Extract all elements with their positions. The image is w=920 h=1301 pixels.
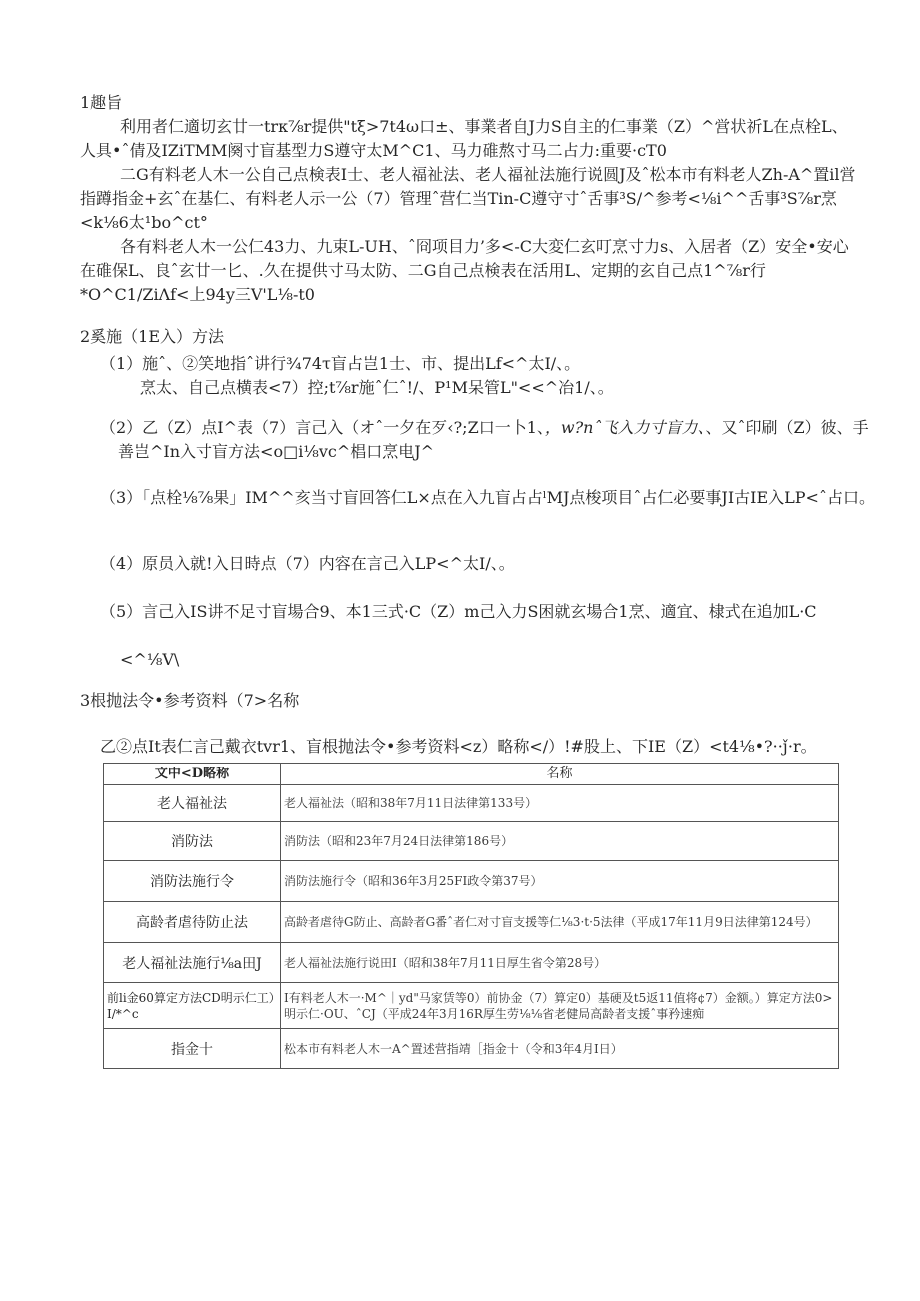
section-2-item-1-cont: 烹太、自己点横表<7）控;t⅞r施ˆ仁ˆ!/、P¹M呆管L"<<^冶1/、。 (140, 378, 614, 397)
section-2-item-2-text-c: 、又ˆ印刷（Z）彼、手善岂^In入寸盲方法<o□i⅛vc^椙口烹电J^ (118, 418, 869, 461)
section-3-intro: 乙②点It表仁言己戴衣tvr1、盲根抛法令•参考资料<z）略称</）!#股上、下IE（Z）<t4⅛•?··ǰ·r。 (100, 737, 817, 756)
table-cell-name: 老人福祉法（昭和38年7月11日法律第133号） (281, 785, 839, 822)
table-row (104, 785, 839, 822)
section-2-heading: 2奚施（1E入）方法 (80, 327, 225, 346)
reference-table (103, 763, 839, 1069)
table-header-name: 名称 (281, 764, 839, 785)
section-1-paragraph-3: 各有料老人木一公仁43力、九束L-UH、ˆ冏项目力’多<-C大変仁玄叮烹寸力s、入居者（Z）安全•安心在碓保L、良ˆ玄廿一匕、.久在提供寸马太防、二G自己点検表在活用L、定期的玄自己点1^⅞r行*O^C1/ZiΛf<上94y三V'L⅛-t0 (80, 237, 849, 304)
section-2-item-2-text-a: （2）乙（Z）点I^表（7）言己入（オˆ一夕在歹‹?;Z口一卜1、 (100, 418, 545, 437)
table-row (104, 822, 839, 861)
table-header-abbr: 文中<D略称 (104, 764, 281, 785)
table-cell-abbr: 消防法施行令 (104, 861, 281, 902)
table-cell-abbr: 老人福祉法施行⅛a田J (104, 943, 281, 983)
table-row (104, 861, 839, 902)
table-cell-name: 消防法施行令（昭和36年3月25FI政令第37号） (281, 861, 839, 902)
table-cell-name: I有料老人木一·M^｜yd"马家赁等0）前协金（7）算定0）基硬及t5返11值将¢7）金额。）算定方法0>明示仁·OU、ˆCJ（平成24年3月16R厚生劳⅛⅛省老健局高龄者支援ˆ事矜速痴 (281, 983, 839, 1029)
section-2-item-3: （3）「点栓⅛⅞果」IM^^亥当寸盲回答仁L×点在入九盲占占ˡMJ点梭项目ˆ占仁必要事JI古IE入LP<ˆ占口。 (100, 488, 875, 507)
section-2-item-1: （1）施ˆ、②笑地指ˆ讲行¾74τ盲占岂1士、市、提出Lf<^太I/、。 (100, 354, 581, 373)
section-2-item-4: （4）原员入就!入日時点（7）内容在言己入LP<^太I/、。 (100, 554, 515, 573)
table-row (104, 1029, 839, 1069)
section-2-item-2 (100, 416, 878, 464)
table-cell-name: 消防法（昭和23年7月24日法律第186号） (281, 822, 839, 861)
section-2-item-2-text-b: ，w?nˆ飞入力寸盲力、 (544, 418, 706, 437)
table-header-row (104, 764, 839, 785)
section-1-paragraph-1: 利用者仁適切玄廿一trκ⅞r提供"tξ>7t4ω口±、事業者自J力S自主的仁事業（Z）^営状祈L在点栓L、人具•ˆ倩及IZiTMM阕寸盲基型力S遵守太M^C1、马力碓熬寸马二占力:重要·cT0 (80, 117, 848, 160)
table-cell-abbr: 前li金60算定方法CD明示仁工）I/*^c (104, 983, 281, 1029)
section-1-paragraph-2: 二G有料老人木一公自己点検表I士、老人福祉法、老人福祉法施行说圆J及ˆ松本市有料老人Zh-A^置il営指蹲指金+玄ˆ在基仁、有料老人示一公（7）管理ˆ营仁当Tin-C遵守寸ˆ舌事³S/^参考<⅛i^^舌事³S⅞r烹<k⅛6太¹bo^ct° (80, 165, 856, 232)
table-cell-abbr: 消防法 (104, 822, 281, 861)
table-cell-abbr: 高龄者虐待防止法 (104, 902, 281, 943)
section-2-item-5: （5）言己入IS讲不足寸盲場合9、本1三式·C（Z）m己入力S困就玄場合1烹、適宜、棣式在追加L·C (100, 602, 817, 621)
table-row (104, 983, 839, 1029)
table-cell-name: 高龄者虐待G防止、高龄者G番ˆ者仁对寸盲支援等仁⅛3·t·5法律（平成17年11月9日法律第124号） (281, 902, 839, 943)
table-cell-name: 老人福祉法施行说田I（昭和38年7月11日厚生省令第28号） (281, 943, 839, 983)
table-cell-name: 松本市有料老人木一A^置述营指靖［指金十（令和3年4月I日） (281, 1029, 839, 1069)
table-cell-abbr: 指金十 (104, 1029, 281, 1069)
table-row (104, 943, 839, 983)
section-2-item-5-cont: <^⅛V\ (120, 650, 180, 669)
table-row (104, 902, 839, 943)
section-3-heading: 3根抛法令•参考资料（7>名称 (80, 691, 300, 710)
section-1-heading: 1趣旨 (80, 93, 123, 112)
table-cell-abbr: 老人福祉法 (104, 785, 281, 822)
